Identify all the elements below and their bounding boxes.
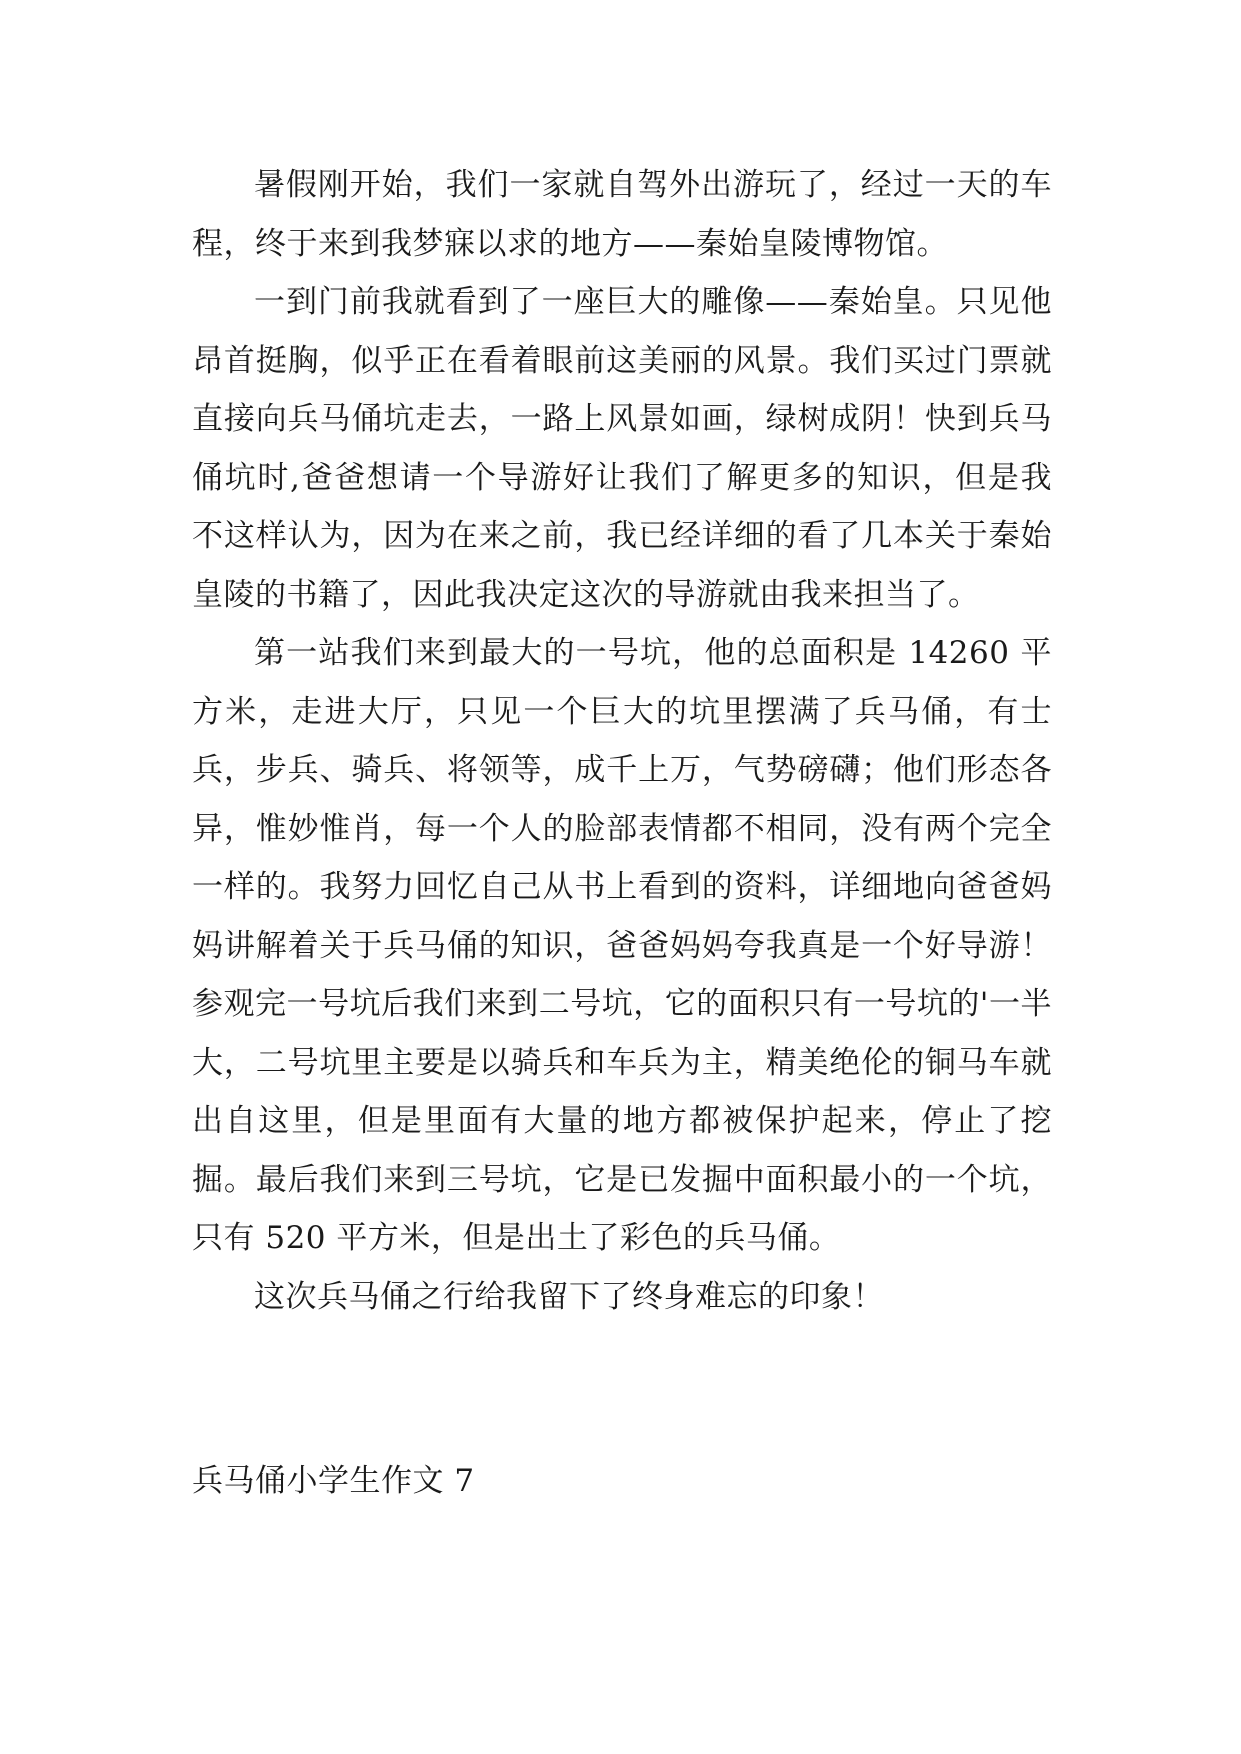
paragraph-4: 这次兵马俑之行给我留下了终身难忘的印象！ <box>254 1278 884 1315</box>
next-essay-heading: 兵马俑小学生作文 7 <box>192 1463 475 1499</box>
paragraph-1: 暑假刚开始，我们一家就自驾外出游玩了，经过一天的车程，终于来到我梦寐以求的地方——秦始皇陵博物馆。 <box>192 167 1052 262</box>
paragraph-2: 一到门前我就看到了一座巨大的雕像——秦始皇。只见他昂首挺胸，似乎正在看着眼前这美丽的风景。我们买过门票就直接向兵马俑坑走去，一路上风景如画，绿树成阴！快到兵马俑坑时,爸爸想请一个导游好让我们了解更多的知识，但是我不这样认为，因为在来之前，我已经详细的看了几本关于秦始皇陵的书籍了，因此我决定这次的导游就由我来担当了。 <box>192 284 1052 613</box>
essay-body <box>192 156 1052 1326</box>
paragraph-3: 第一站我们来到最大的一号坑，他的总面积是 14260 平方米，走进大厅，只见一个巨大的坑里摆满了兵马俑，有士兵，步兵、骑兵、将领等，成千上万，气势磅礴；他们形态各异，惟妙惟肖，每一个人的脸部表情都不相同，没有两个完全一样的。我努力回忆自己从书上看到的资料，详细地向爸爸妈妈讲解着关于兵马俑的知识，爸爸妈妈夸我真是一个好导游！参观完一号坑后我们来到二号坑，它的面积只有一号坑的'一半大，二号坑里主要是以骑兵和车兵为主，精美绝伦的铜马车就出自这里，但是里面有大量的地方都被保护起来，停止了挖掘。最后我们来到三号坑，它是已发掘中面积最小的一个坑，只有 520 平方米，但是出土了彩色的兵马俑。 <box>192 635 1052 1256</box>
